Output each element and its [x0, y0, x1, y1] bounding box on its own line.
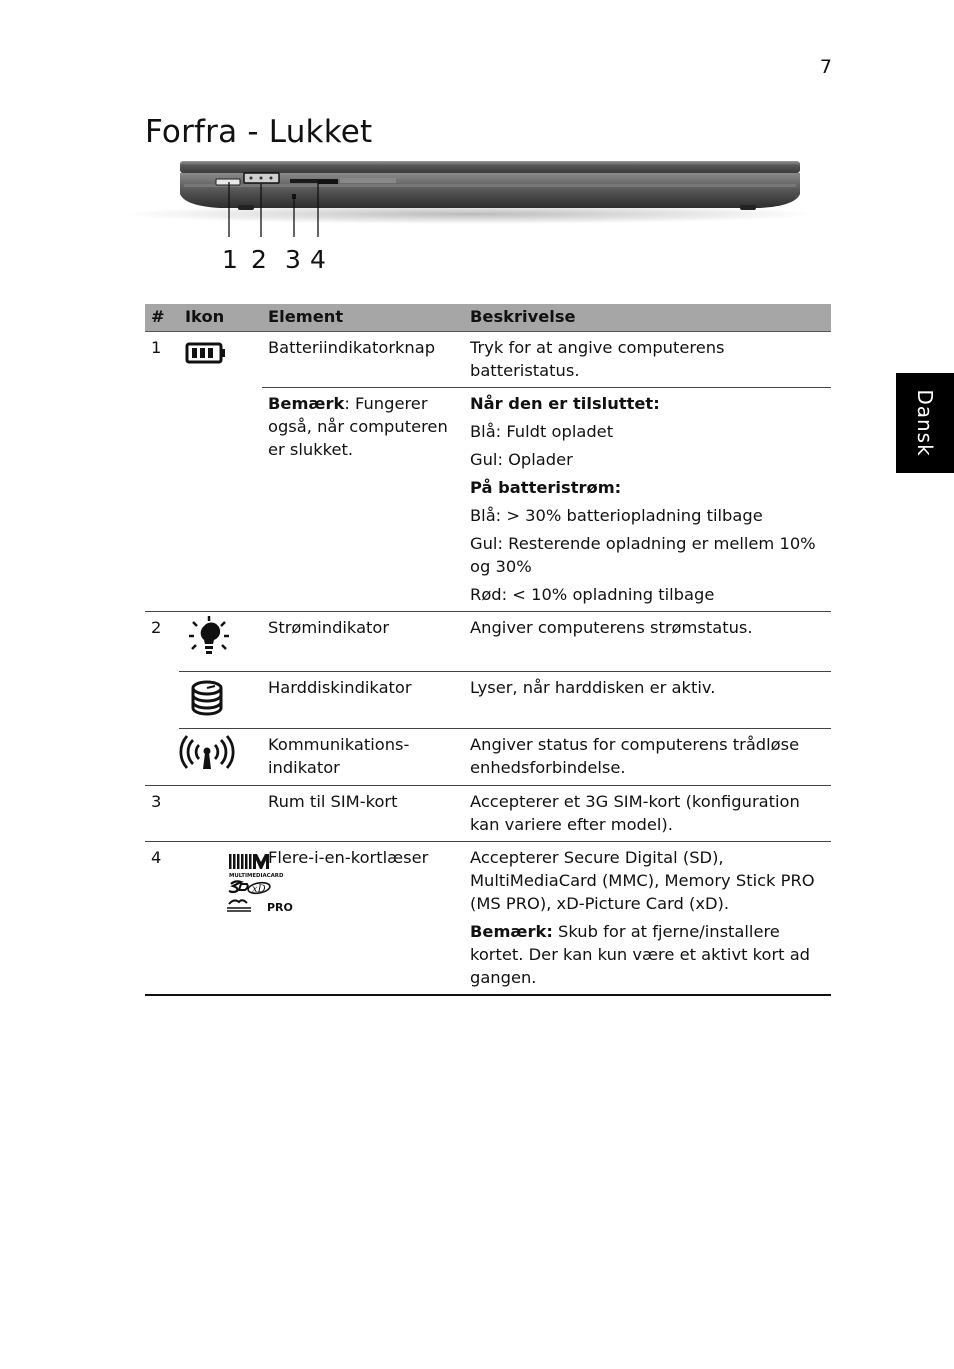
callout-number-2: 2 [251, 245, 267, 274]
note-label: Bemærk: [470, 921, 553, 941]
table-row [145, 728, 831, 785]
header-icon: Ikon [179, 304, 262, 331]
callout-number-1: 1 [222, 245, 238, 274]
connected-yellow: Gul: Oplader [470, 449, 573, 469]
indicator-led-3 [270, 177, 273, 180]
element-sim-slot: Rum til SIM-kort [262, 785, 464, 841]
language-tab [896, 373, 954, 473]
laptop-lid [180, 161, 800, 173]
laptop-front-figure [140, 150, 830, 285]
table-row [145, 671, 831, 728]
card-reader-icon [179, 848, 293, 920]
header-description: Beskrivelse [464, 304, 831, 331]
row-icon-cell [179, 841, 293, 995]
multimediacard-icon-text: MULTIMEDIACARD [229, 872, 284, 879]
indicator-led-1 [250, 177, 253, 180]
description-power-indicator: Angiver computerens strømstatus. [464, 611, 831, 671]
row-number: 4 [145, 841, 179, 995]
battery-heading: På batteristrøm: [470, 477, 622, 497]
laptop-front-edge [184, 184, 796, 187]
card-logos-part [340, 178, 396, 183]
battery-icon [179, 338, 262, 378]
pro-icon-text: PRO [267, 900, 293, 914]
row-number: 3 [145, 785, 179, 841]
table-row [145, 331, 831, 387]
element-hdd-indicator: Harddiskindikator [262, 671, 464, 728]
connected-blue: Blå: Fuldt opladet [470, 421, 614, 441]
table-row [145, 785, 831, 841]
callout-dot-3 [292, 194, 296, 199]
description-communication-indicator: Angiver status for computerens trådløse enhedsforbindelse. [464, 728, 831, 785]
row-number: 2 [145, 611, 179, 785]
card-reader-slot-part [318, 180, 338, 184]
callout-number-3: 3 [285, 245, 301, 274]
battery-yellow: Gul: Resterende opladning er mellem 10% og 30% [470, 533, 816, 576]
indicator-led-2 [260, 177, 263, 180]
callout-number-4: 4 [310, 245, 326, 274]
hdd-icon [179, 678, 262, 722]
description-card-reader-cell [464, 841, 831, 995]
element-power-indicator: Strømindikator [262, 611, 464, 671]
battery-red: Rød: < 10% opladning tilbage [470, 584, 715, 604]
description-battery-button: Tryk for at angive computerens batteristatus. [464, 331, 831, 387]
battery-blue: Blå: > 30% batteriopladning tilbage [470, 505, 763, 525]
table-header-row [145, 304, 831, 331]
description-card-reader: Accepterer Secure Digital (SD), MultiMediaCard (MMC), Memory Stick PRO (MS PRO), xD-Picture Card (xD). [470, 847, 815, 913]
page-title: Forfra - Lukket [145, 114, 373, 150]
row-icon-cell [179, 671, 262, 728]
row-number: 1 [145, 331, 179, 611]
battery-status-description [464, 387, 831, 611]
battery-note [262, 387, 464, 611]
note-text: Skub for at fjerne/installere kortet. Der kan kun være et aktivt kort ad gangen. [470, 921, 811, 987]
note-label: Bemærk [268, 393, 345, 413]
row-icon-cell [179, 331, 262, 611]
table-row [145, 841, 831, 995]
description-sim-slot: Accepterer et 3G SIM-kort (konfiguration kan variere efter model). [464, 785, 831, 841]
header-element: Element [262, 304, 464, 331]
note-text: : Fungerer også, når computeren er slukket. [268, 393, 448, 459]
table-row [145, 611, 831, 671]
wireless-icon [179, 735, 262, 779]
row-icon-cell [179, 728, 262, 785]
battery-button-part [216, 179, 240, 185]
element-battery-button: Batteriindikatorknap [262, 331, 464, 387]
svg-text:xD: xD [252, 883, 266, 895]
header-num: # [145, 304, 179, 331]
element-communication-indicator: Kommunikations-indikator [262, 728, 464, 785]
component-table [145, 304, 831, 996]
element-card-reader: Flere-i-en-kortlæser [262, 841, 464, 995]
laptop-foot-left [238, 205, 254, 210]
card-reader-note [470, 920, 825, 989]
power-light-icon [179, 618, 262, 662]
connected-heading: Når den er tilsluttet: [470, 393, 660, 413]
row-icon-cell [179, 611, 262, 671]
laptop-foot-right [740, 205, 756, 210]
page-number: 7 [819, 56, 832, 78]
description-hdd-indicator: Lyser, når harddisken er aktiv. [464, 671, 831, 728]
language-tab-label: Dansk [913, 389, 937, 457]
row-icon-cell [179, 785, 262, 841]
